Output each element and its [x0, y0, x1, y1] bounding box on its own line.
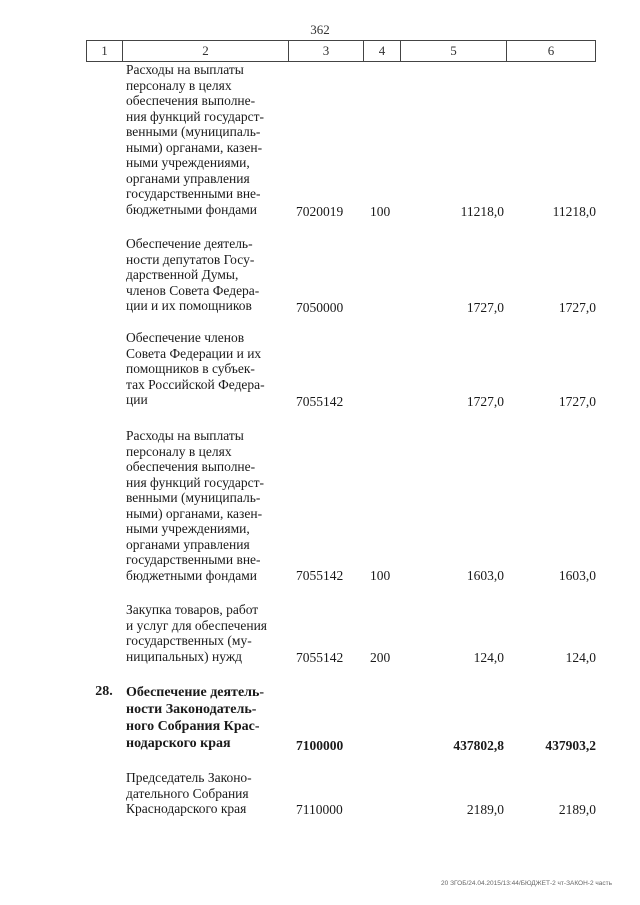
desc-line: Расходы на выплаты [126, 428, 244, 443]
header-col-6: 6 [506, 41, 596, 61]
desc-line: венными (муниципаль- [126, 490, 261, 505]
row-value-2: 2189,0 [558, 802, 596, 817]
desc-line: персоналу в целях [126, 77, 232, 93]
desc-line: бюджетными фондами [126, 567, 257, 583]
row-code: 7055142 [296, 650, 344, 665]
row-value-2: 11218,0 [552, 204, 596, 219]
table-row [0, 770, 640, 818]
desc-line: государственных (му- [126, 633, 252, 648]
row-description [126, 330, 284, 408]
desc-line: ности депутатов Госу- [126, 251, 255, 267]
row-code: 7055142 [296, 394, 344, 409]
desc-line: ния функций государст- [126, 474, 265, 490]
desc-line: Совета Федерации и их [126, 345, 262, 361]
row-type: 100 [370, 568, 391, 583]
desc-line: ными) органами, казен- [126, 139, 263, 155]
table-row [0, 602, 640, 666]
row-type: 100 [370, 204, 391, 219]
header-col-1: 1 [86, 41, 122, 61]
desc-line: органами управления [126, 170, 250, 186]
desc-line: членов Совета Федера- [126, 282, 260, 298]
header-col-4: 4 [363, 41, 400, 61]
desc-line: Обеспечение деятель- [126, 236, 253, 251]
desc-line: тах Российской Федера- [126, 376, 265, 392]
row-description [126, 602, 284, 664]
desc-line: ции [126, 392, 148, 407]
row-value-1: 2189,0 [466, 802, 504, 817]
row-code: 7100000 [296, 738, 344, 753]
desc-line: бюджетными фондами [126, 201, 257, 217]
table-row [0, 62, 640, 220]
table-header [86, 40, 596, 62]
row-code: 7110000 [296, 802, 343, 817]
row-description [126, 428, 284, 583]
row-value-1: 124,0 [473, 650, 504, 665]
desc-line: обеспечения выполне- [126, 459, 256, 474]
desc-line: персоналу в целях [126, 443, 232, 459]
row-value-2: 1727,0 [558, 394, 596, 409]
row-value-1: 1727,0 [466, 300, 504, 315]
desc-line: и услуг для обеспечения [126, 617, 268, 633]
section-number: 28. [95, 684, 113, 699]
desc-line: Обеспечение членов [126, 330, 245, 345]
row-description [126, 770, 284, 817]
desc-line: государственными вне- [126, 186, 261, 201]
row-type: 200 [370, 650, 391, 665]
desc-line: ного Собрания Крас- [126, 719, 260, 734]
table-row [0, 428, 640, 584]
row-value-1: 11218,0 [460, 204, 504, 219]
desc-line: ниципальных) нужд [126, 648, 243, 664]
table-row [0, 236, 640, 316]
desc-line: ными учреждениями, [126, 155, 250, 170]
header-col-3: 3 [288, 41, 363, 61]
row-value-1: 1727,0 [466, 394, 504, 409]
row-value-2: 124,0 [565, 650, 596, 665]
desc-line: Председатель Законо- [126, 770, 252, 785]
desc-line: Обеспечение деятель- [126, 685, 265, 700]
desc-line: ными) органами, казен- [126, 505, 263, 521]
desc-line: ными учреждениями, [126, 521, 250, 536]
desc-line: ности Законодатель- [126, 702, 257, 717]
row-code: 7020019 [296, 204, 344, 219]
table-row-section [0, 684, 640, 754]
desc-line: ции и их помощников [126, 298, 252, 313]
row-description [126, 62, 284, 217]
desc-line: помощников в субъек- [126, 361, 255, 376]
desc-line: дарственной Думы, [126, 267, 239, 282]
desc-line: нодарского края [126, 736, 231, 751]
table-row [0, 330, 640, 410]
document-footer: 20 ЗГОБ/24.04.2015/13:44/БЮДЖЕТ-2 чт-ЗАКОН-2 часть [441, 880, 612, 887]
desc-line: ния функций государст- [126, 108, 265, 124]
desc-line: Краснодарского края [126, 801, 247, 816]
row-description [126, 236, 284, 314]
row-value-2: 437903,2 [545, 738, 596, 753]
desc-line: венными (муниципаль- [126, 124, 261, 139]
desc-line: дательного Собрания [126, 785, 249, 801]
header-col-2: 2 [122, 41, 288, 61]
row-code: 7055142 [296, 568, 344, 583]
row-description [126, 684, 284, 752]
header-col-5: 5 [400, 41, 506, 61]
page-number: 362 [310, 22, 330, 37]
row-value-1: 437802,8 [453, 738, 504, 753]
desc-line: органами управления [126, 536, 250, 552]
row-value-1: 1603,0 [466, 568, 504, 583]
row-value-2: 1727,0 [558, 300, 596, 315]
desc-line: Закупка товаров, работ [126, 602, 259, 617]
row-code: 7050000 [296, 300, 344, 315]
desc-line: Расходы на выплаты [126, 62, 244, 77]
row-value-2: 1603,0 [558, 568, 596, 583]
desc-line: государственными вне- [126, 552, 261, 567]
desc-line: обеспечения выполне- [126, 93, 256, 108]
